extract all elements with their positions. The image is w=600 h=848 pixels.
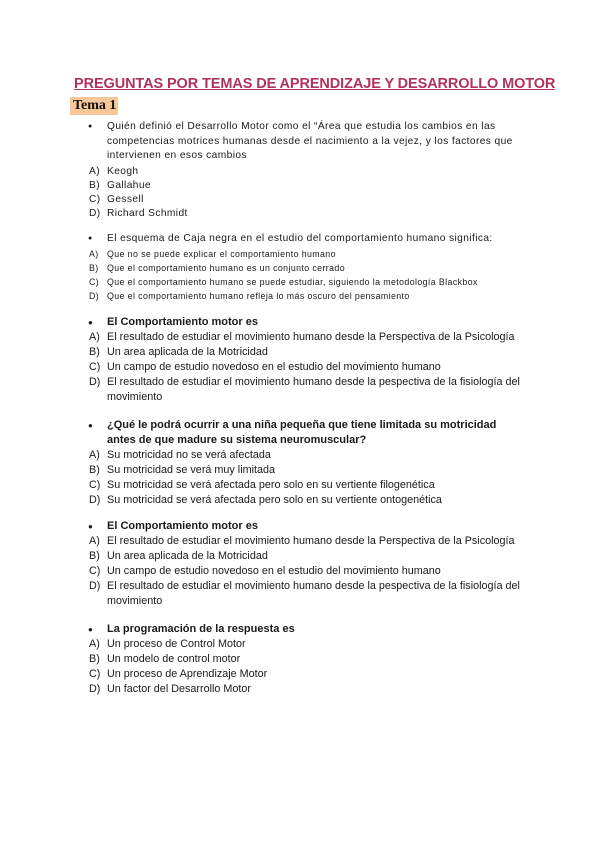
option-letter: C)	[89, 479, 101, 491]
answer-option	[0, 493, 600, 508]
answer-option	[0, 534, 600, 549]
option-text: Richard Schmidt	[107, 208, 188, 220]
option-letter: B)	[89, 653, 100, 665]
option-text: Su motricidad se verá muy limitada	[107, 464, 276, 476]
option-text: Gessell	[107, 193, 144, 205]
page-title: PREGUNTAS POR TEMAS DE APRENDIZAJE Y DESARROLLO MOTOR	[74, 76, 556, 92]
option-letter: C)	[89, 276, 100, 287]
option-text: Que el comportamiento humano refleja lo más oscuro del pensamiento	[107, 291, 410, 302]
option-letter: D)	[89, 376, 101, 388]
option-letter: A)	[89, 638, 100, 650]
option-text: Que no se puede explicar el comportamiento humano	[107, 248, 336, 259]
option-letter: B)	[89, 550, 100, 562]
option-letter: A)	[89, 331, 100, 343]
option-text: El resultado de estudiar el movimiento humano desde la Perspectiva de la Psicología	[107, 535, 515, 547]
answer-option	[0, 207, 600, 221]
option-text: Un area aplicada de la Motricidad	[107, 550, 268, 562]
question-block	[0, 120, 600, 221]
answer-option	[0, 463, 600, 478]
option-letter: A)	[89, 449, 100, 461]
option-text: Un factor del Desarrollo Motor	[107, 683, 252, 695]
option-letter: D)	[89, 291, 100, 302]
option-letter: A)	[89, 248, 99, 259]
answer-option	[0, 682, 600, 697]
option-letter: B)	[89, 179, 100, 191]
option-letter: C)	[89, 565, 101, 577]
option-letter: C)	[89, 361, 101, 373]
option-text: Que el comportamiento humano se puede estudiar, siguiendo la metodología Blackbox	[107, 276, 478, 287]
option-letter: A)	[89, 535, 100, 547]
answer-option	[0, 478, 600, 493]
answer-option	[0, 652, 600, 667]
option-text: El resultado de estudiar el movimiento humano desde la Perspectiva de la Psicología	[107, 331, 515, 343]
option-letter: A)	[89, 165, 100, 177]
option-letter: D)	[89, 580, 101, 592]
answer-option	[0, 261, 600, 275]
option-letter: D)	[89, 494, 101, 506]
question-text: ● El esquema de Caja negra en el estudio del comportamiento humano significa:	[0, 232, 600, 247]
option-letter: D)	[89, 208, 101, 220]
answer-option	[0, 360, 600, 375]
answer-option	[0, 179, 600, 193]
answer-option	[0, 667, 600, 682]
option-text: Un campo de estudio novedoso en el estudio del movimiento humano	[107, 565, 441, 577]
question-text: ● Quién definió el Desarrollo Motor como el “Área que estudia los cambios en las competencias motrices humanas desde el nacimiento a la vejez, y los factores que intervienen en esos cambios	[0, 120, 527, 164]
answer-option	[0, 375, 527, 405]
answer-option	[0, 549, 600, 564]
option-text: Un proceso de Aprendizaje Motor	[107, 668, 268, 680]
question-block	[0, 622, 600, 697]
option-text: Keogh	[107, 165, 139, 177]
question-block	[0, 315, 600, 405]
answer-option	[0, 564, 600, 579]
option-letter: B)	[89, 346, 100, 358]
question-text: ● ¿Qué le podrá ocurrir a una niña pequeña que tiene limitada su motricidad antes de que madure su sistema neuromuscular?	[0, 418, 527, 448]
answer-option	[0, 289, 600, 303]
question-block	[0, 232, 600, 303]
option-letter: B)	[89, 262, 99, 273]
option-text: Un area aplicada de la Motricidad	[107, 346, 268, 358]
option-letter: C)	[89, 193, 101, 205]
option-text: Su motricidad se verá afectada pero solo en su vertiente filogenética	[107, 479, 435, 491]
option-text: Su motricidad no se verá afectada	[107, 449, 271, 461]
question-block	[0, 519, 600, 609]
answer-option	[0, 448, 600, 463]
section-heading-tema: Tema 1	[70, 97, 118, 115]
option-text: El resultado de estudiar el movimiento humano desde la pespectiva de la fisiología del movimiento	[107, 376, 520, 403]
option-letter: B)	[89, 464, 100, 476]
option-letter: D)	[89, 683, 101, 695]
question-block	[0, 418, 600, 508]
answer-option	[0, 345, 600, 360]
option-text: El resultado de estudiar el movimiento humano desde la pespectiva de la fisiología del movimiento	[107, 580, 520, 607]
answer-option	[0, 330, 600, 345]
option-text: Un campo de estudio novedoso en el estudio del movimiento humano	[107, 361, 441, 373]
answer-option	[0, 165, 600, 179]
answer-option	[0, 275, 600, 289]
answer-option	[0, 193, 600, 207]
option-text: Que el comportamiento humano es un conjunto cerrado	[107, 262, 346, 273]
answer-option	[0, 579, 527, 609]
question-text: ● El Comportamiento motor es	[0, 315, 600, 330]
option-text: Gallahue	[107, 179, 151, 191]
option-text: Un proceso de Control Motor	[107, 638, 246, 650]
answer-option	[0, 247, 600, 261]
question-text: ● La programación de la respuesta es	[0, 622, 600, 637]
answer-option	[0, 637, 600, 652]
option-text: Un modelo de control motor	[107, 653, 241, 665]
option-letter: C)	[89, 668, 101, 680]
option-text: Su motricidad se verá afectada pero solo en su vertiente ontogenética	[107, 494, 442, 506]
question-text: ● El Comportamiento motor es	[0, 519, 600, 534]
